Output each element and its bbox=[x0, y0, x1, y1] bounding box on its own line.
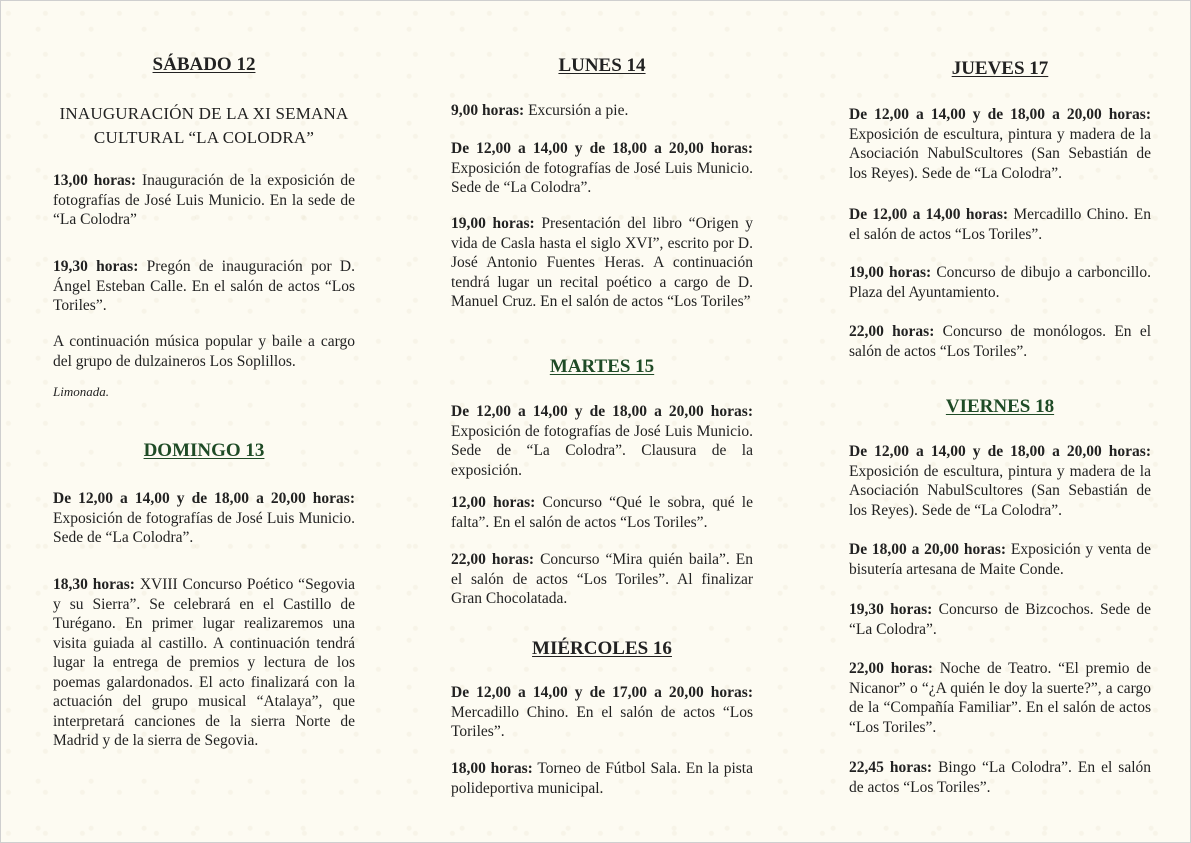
refreshment-note: Limonada. bbox=[53, 384, 109, 399]
event-time: 13,00 horas: bbox=[53, 172, 136, 189]
event-time: 9,00 horas: bbox=[451, 102, 525, 119]
event-item bbox=[849, 263, 1151, 302]
event-time: De 12,00 a 14,00 y de 17,00 a 20,00 horas: bbox=[451, 684, 753, 701]
event-text: Noche de Teatro. “El premio de Nicanor” o “¿A quién le doy la suerte?”, a cargo de la “Compañía Familiar”. En el salón de actos “Los Toriles”. bbox=[849, 660, 1151, 736]
event-time: 22,00 horas: bbox=[849, 660, 933, 677]
event-item bbox=[53, 575, 355, 751]
event-text: Inauguración de la exposición de fotografías de José Luis Municio. En la sede de “La Colodra” bbox=[53, 172, 356, 228]
day-heading-miercoles: MIÉRCOLES 16 bbox=[532, 638, 672, 659]
opening-heading bbox=[53, 102, 355, 150]
event-item bbox=[451, 402, 753, 480]
event-time: De 12,00 a 14,00 y de 18,00 a 20,00 horas: bbox=[849, 106, 1151, 123]
event-text: Exposición de fotografías de José Luis Municio. Sede de “La Colodra”. bbox=[451, 159, 753, 196]
event-item bbox=[53, 257, 355, 316]
event-time: 22,00 horas: bbox=[451, 551, 535, 568]
event-text: Exposición de escultura, pintura y madera de la Asociación NabulScultores (San Sebastián de los Reyes). Sede de “La Colodra”. bbox=[849, 462, 1151, 519]
event-text: Presentación del libro “Origen y vida de Casla hasta el siglo XVI”, escrito por D. José Antonio Fuentes Heras. A continuación tendrá lugar un recital poético a cargo de D. Manuel Cruz. En el salón de actos “Los Toriles” bbox=[451, 215, 753, 310]
event-item bbox=[451, 550, 753, 609]
event-item bbox=[849, 540, 1151, 579]
day-heading-jueves: JUEVES 17 bbox=[951, 58, 1049, 79]
event-text: Mercadillo Chino. En el salón de actos “Los Toriles”. bbox=[849, 206, 1151, 243]
event-time: 12,00 horas: bbox=[451, 494, 536, 511]
event-time: 19,00 horas: bbox=[849, 264, 932, 281]
event-text: Concurso “Mira quién baila”. En el salón de actos “Los Toriles”. Al finalizar Gran Chocolatada. bbox=[451, 551, 754, 607]
event-time: 19,30 horas: bbox=[53, 258, 139, 275]
event-time: De 18,00 a 20,00 horas: bbox=[849, 541, 1007, 558]
event-text: Bingo “La Colodra”. En el salón de actos “Los Toriles”. bbox=[849, 759, 1152, 796]
event-text: XVIII Concurso Poético “Segovia y su Sierra”. Se celebrará en el Castillo de Turégano. En primer lugar realizaremos una visita guiada al castillo. A continuación tendrá lugar la entrega de premios y lectura de los poemas galardonados. El acto finalizará con la actuación del grupo musical “Atalaya”, que interpretará canciones de la sierra Norte de Madrid y de la sierra de Segovia. bbox=[53, 576, 356, 749]
event-text: Excursión a pie. bbox=[528, 102, 629, 119]
event-item bbox=[451, 683, 753, 742]
event-text: Exposición de escultura, pintura y madera de la Asociación NabulScultores (San Sebastián de los Reyes). Sede de “La Colodra”. bbox=[849, 125, 1151, 182]
event-text: Concurso “Qué le sobra, qué le falta”. En el salón de actos “Los Toriles”. bbox=[451, 494, 753, 531]
event-text: Exposición de fotografías de José Luis Municio. Sede de “La Colodra”. bbox=[53, 509, 355, 546]
day-heading-domingo: DOMINGO 13 bbox=[143, 440, 265, 461]
event-text: Torneo de Fútbol Sala. En la pista polideportiva municipal. bbox=[451, 760, 753, 797]
event-item bbox=[451, 101, 753, 121]
event-item bbox=[849, 758, 1151, 797]
day-heading-martes: MARTES 15 bbox=[549, 356, 655, 377]
event-item bbox=[451, 214, 753, 312]
event-time: De 12,00 a 14,00 y de 18,00 a 20,00 horas: bbox=[451, 140, 753, 157]
event-item bbox=[849, 105, 1151, 183]
day-heading-lunes: LUNES 14 bbox=[558, 55, 646, 76]
event-time: 19,00 horas: bbox=[451, 215, 535, 232]
event-time: 22,00 horas: bbox=[849, 323, 935, 340]
event-time: 18,30 horas: bbox=[53, 576, 135, 593]
event-item bbox=[53, 489, 355, 548]
event-item bbox=[451, 139, 753, 198]
event-text: Exposición de fotografías de José Luis Municio. Sede de “La Colodra”. Clausura de la exposición. bbox=[451, 422, 753, 479]
event-time: De 12,00 a 14,00 y de 18,00 a 20,00 horas: bbox=[53, 490, 355, 507]
event-item bbox=[849, 442, 1151, 520]
event-time: 18,00 horas: bbox=[451, 760, 533, 777]
event-text: Exposición y venta de bisutería artesana de Maite Conde. bbox=[849, 541, 1151, 578]
opening-heading-line2: CULTURAL “LA COLODRA” bbox=[93, 128, 315, 147]
event-item bbox=[451, 493, 753, 532]
event-item bbox=[849, 659, 1151, 737]
event-time: De 12,00 a 14,00 y de 18,00 a 20,00 horas: bbox=[849, 443, 1151, 460]
event-item bbox=[849, 205, 1151, 244]
event-item bbox=[53, 171, 355, 230]
event-time: De 12,00 a 14,00 y de 18,00 a 20,00 horas: bbox=[451, 403, 753, 420]
event-item bbox=[53, 332, 355, 371]
event-text: A continuación música popular y baile a cargo del grupo de dulzaineros Los Soplillos. bbox=[53, 333, 355, 370]
event-item bbox=[451, 759, 753, 798]
event-item bbox=[849, 600, 1151, 639]
day-heading-sabado: SÁBADO 12 bbox=[152, 54, 256, 75]
opening-heading-line1: INAUGURACIÓN DE LA XI SEMANA bbox=[59, 104, 349, 123]
event-text: Concurso de Bizcochos. Sede de “La Colodra”. bbox=[849, 601, 1151, 638]
event-time: 22,45 horas: bbox=[849, 759, 933, 776]
day-heading-viernes: VIERNES 18 bbox=[945, 396, 1055, 417]
event-text: Concurso de dibujo a carboncillo. Plaza del Ayuntamiento. bbox=[849, 264, 1151, 301]
event-text: Mercadillo Chino. En el salón de actos “Los Toriles”. bbox=[451, 703, 753, 740]
event-item bbox=[849, 322, 1151, 361]
event-time: 19,30 horas: bbox=[849, 601, 933, 618]
event-time: De 12,00 a 14,00 horas: bbox=[849, 206, 1009, 223]
event-text: Concurso de monólogos. En el salón de actos “Los Toriles”. bbox=[849, 323, 1152, 360]
event-text: Pregón de inauguración por D. Ángel Esteban Calle. En el salón de actos “Los Toriles”. bbox=[53, 258, 355, 314]
